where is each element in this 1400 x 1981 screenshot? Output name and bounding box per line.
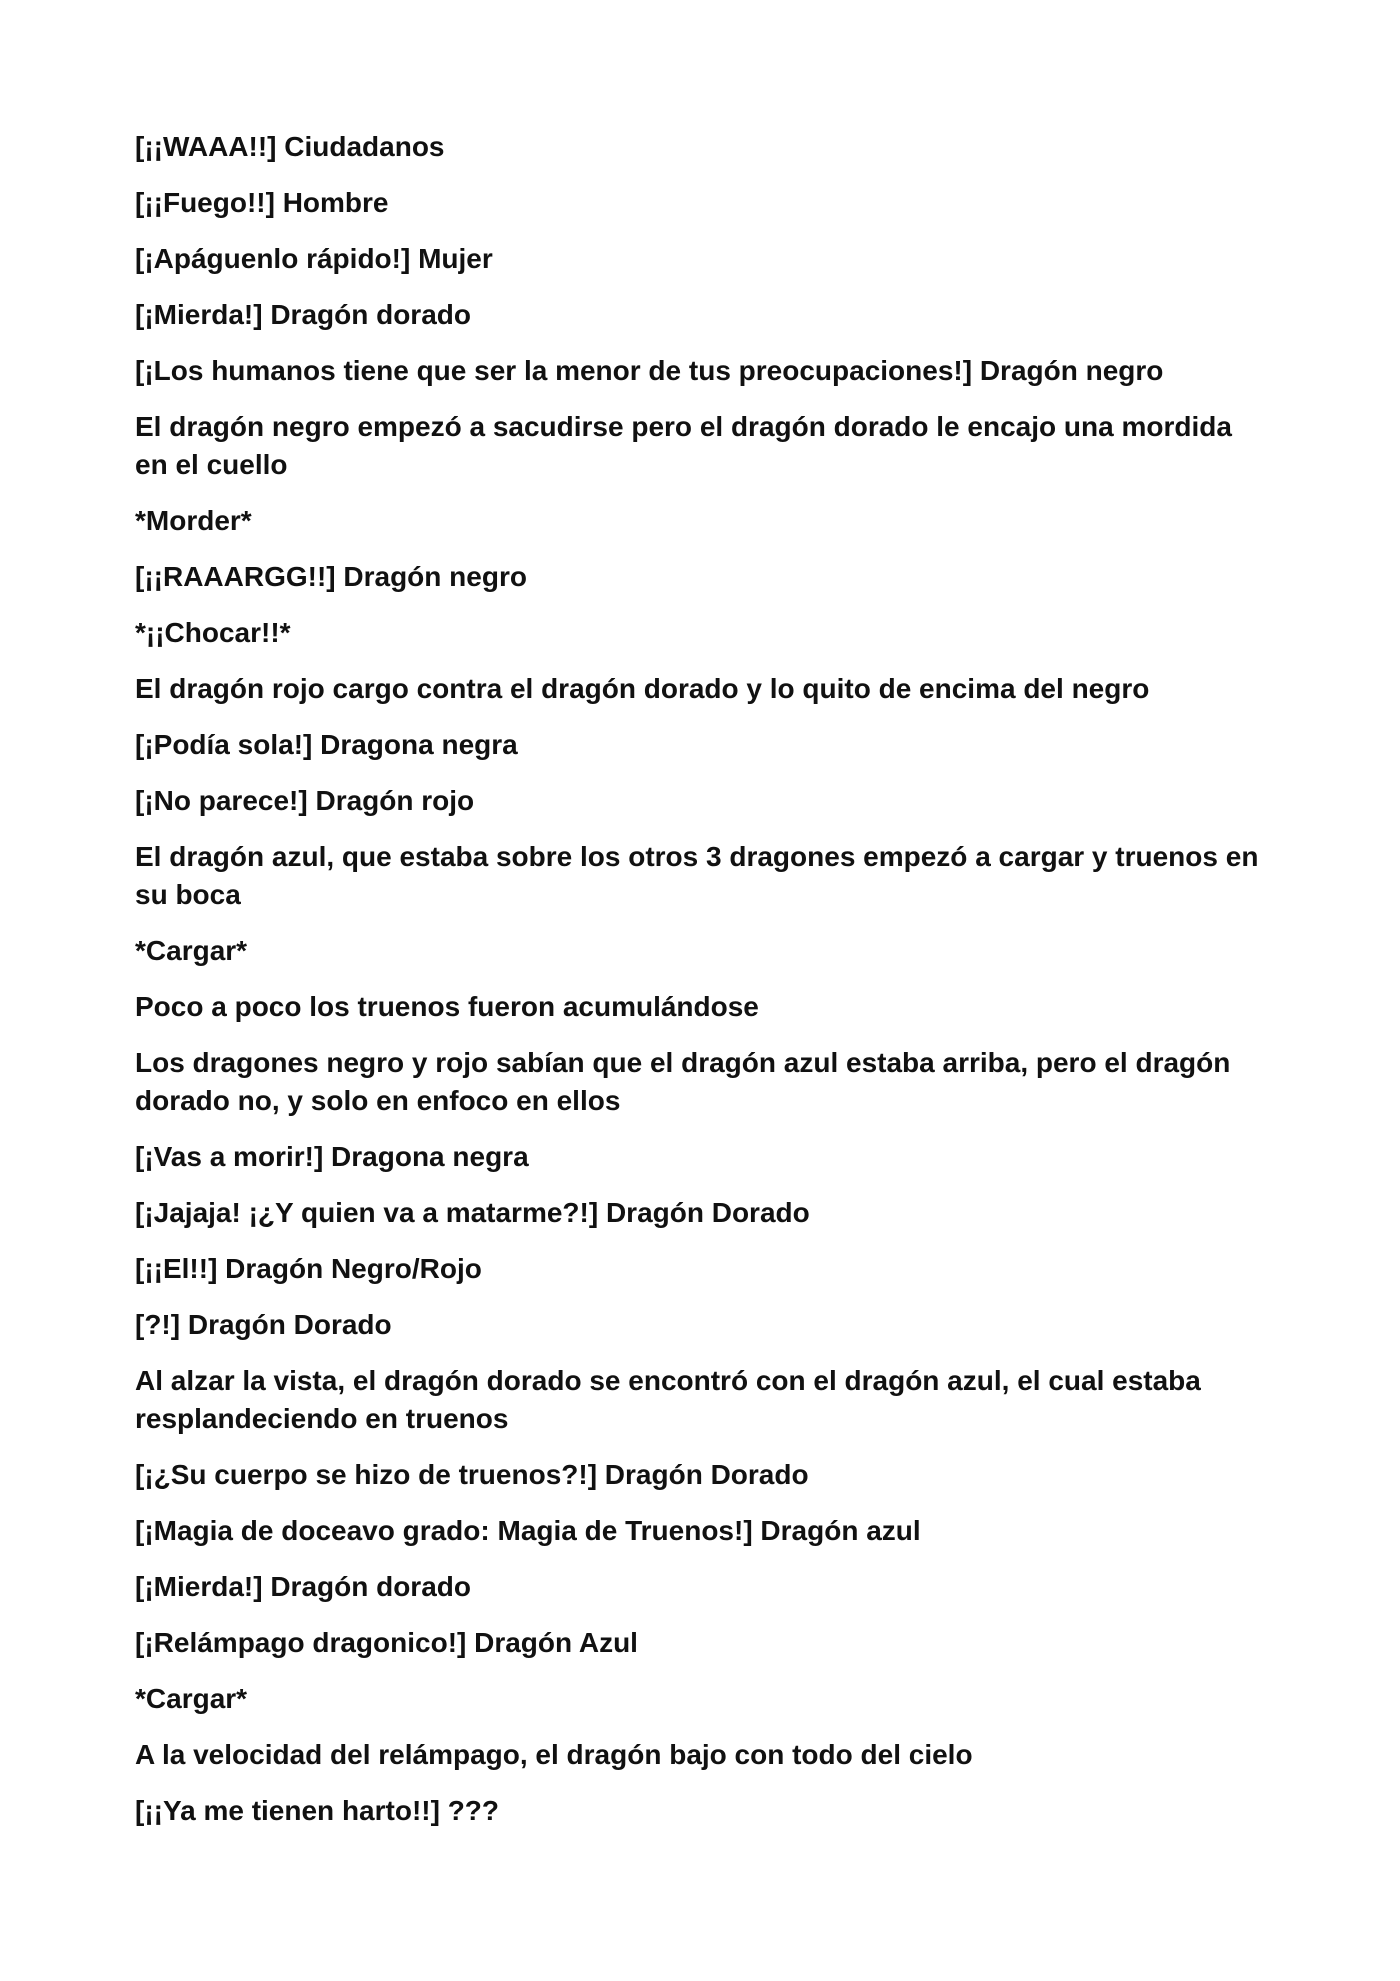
paragraph: *Cargar* (135, 1683, 248, 1714)
paragraph: El dragón rojo cargo contra el dragón dorado y lo quito de encima del negro (135, 673, 1150, 704)
paragraph: [¡Magia de doceavo grado: Magia de Truenos!] Dragón azul (135, 1515, 921, 1546)
paragraph: El dragón azul, que estaba sobre los otros 3 dragones empezó a cargar y truenos en su boca (135, 841, 1259, 910)
paragraph: [¡¡RAAARGG!!] Dragón negro (135, 561, 527, 592)
paragraph: [¡¡El!!] Dragón Negro/Rojo (135, 1253, 482, 1284)
paragraph: Los dragones negro y rojo sabían que el dragón azul estaba arriba, pero el dragón dorado no, y solo en enfoco en ellos (135, 1047, 1231, 1116)
paragraph: [¡Los humanos tiene que ser la menor de tus preocupaciones!] Dragón negro (135, 355, 1164, 386)
paragraph: *Morder* (135, 505, 252, 536)
paragraph: El dragón negro empezó a sacudirse pero el dragón dorado le encajo una mordida en el cuello (135, 411, 1232, 480)
paragraph: [¡Vas a morir!] Dragona negra (135, 1141, 529, 1172)
paragraph: [¡¡WAAA!!] Ciudadanos (135, 131, 445, 162)
document-body (135, 128, 1270, 1848)
paragraph: Al alzar la vista, el dragón dorado se encontró con el dragón azul, el cual estaba resplandeciendo en truenos (135, 1365, 1201, 1434)
paragraph: [¡Mierda!] Dragón dorado (135, 299, 471, 330)
paragraph: [¡Jajaja! ¡¿Y quien va a matarme?!] Dragón Dorado (135, 1197, 810, 1228)
paragraph: [¡¡Fuego!!] Hombre (135, 187, 389, 218)
paragraph: [¡¿Su cuerpo se hizo de truenos?!] Dragón Dorado (135, 1459, 809, 1490)
paragraph: [?!] Dragón Dorado (135, 1309, 392, 1340)
paragraph: [¡Apáguenlo rápido!] Mujer (135, 243, 493, 274)
paragraph: [¡Podía sola!] Dragona negra (135, 729, 518, 760)
paragraph: *¡¡Chocar!!* (135, 617, 291, 648)
paragraph: [¡Relámpago dragonico!] Dragón Azul (135, 1627, 638, 1658)
paragraph: [¡Mierda!] Dragón dorado (135, 1571, 471, 1602)
paragraph: Poco a poco los truenos fueron acumulándose (135, 991, 759, 1022)
paragraph: A la velocidad del relámpago, el dragón bajo con todo del cielo (135, 1739, 973, 1770)
paragraph: [¡¡Ya me tienen harto!!] ??? (135, 1795, 499, 1826)
paragraph: [¡No parece!] Dragón rojo (135, 785, 475, 816)
paragraph: *Cargar* (135, 935, 248, 966)
